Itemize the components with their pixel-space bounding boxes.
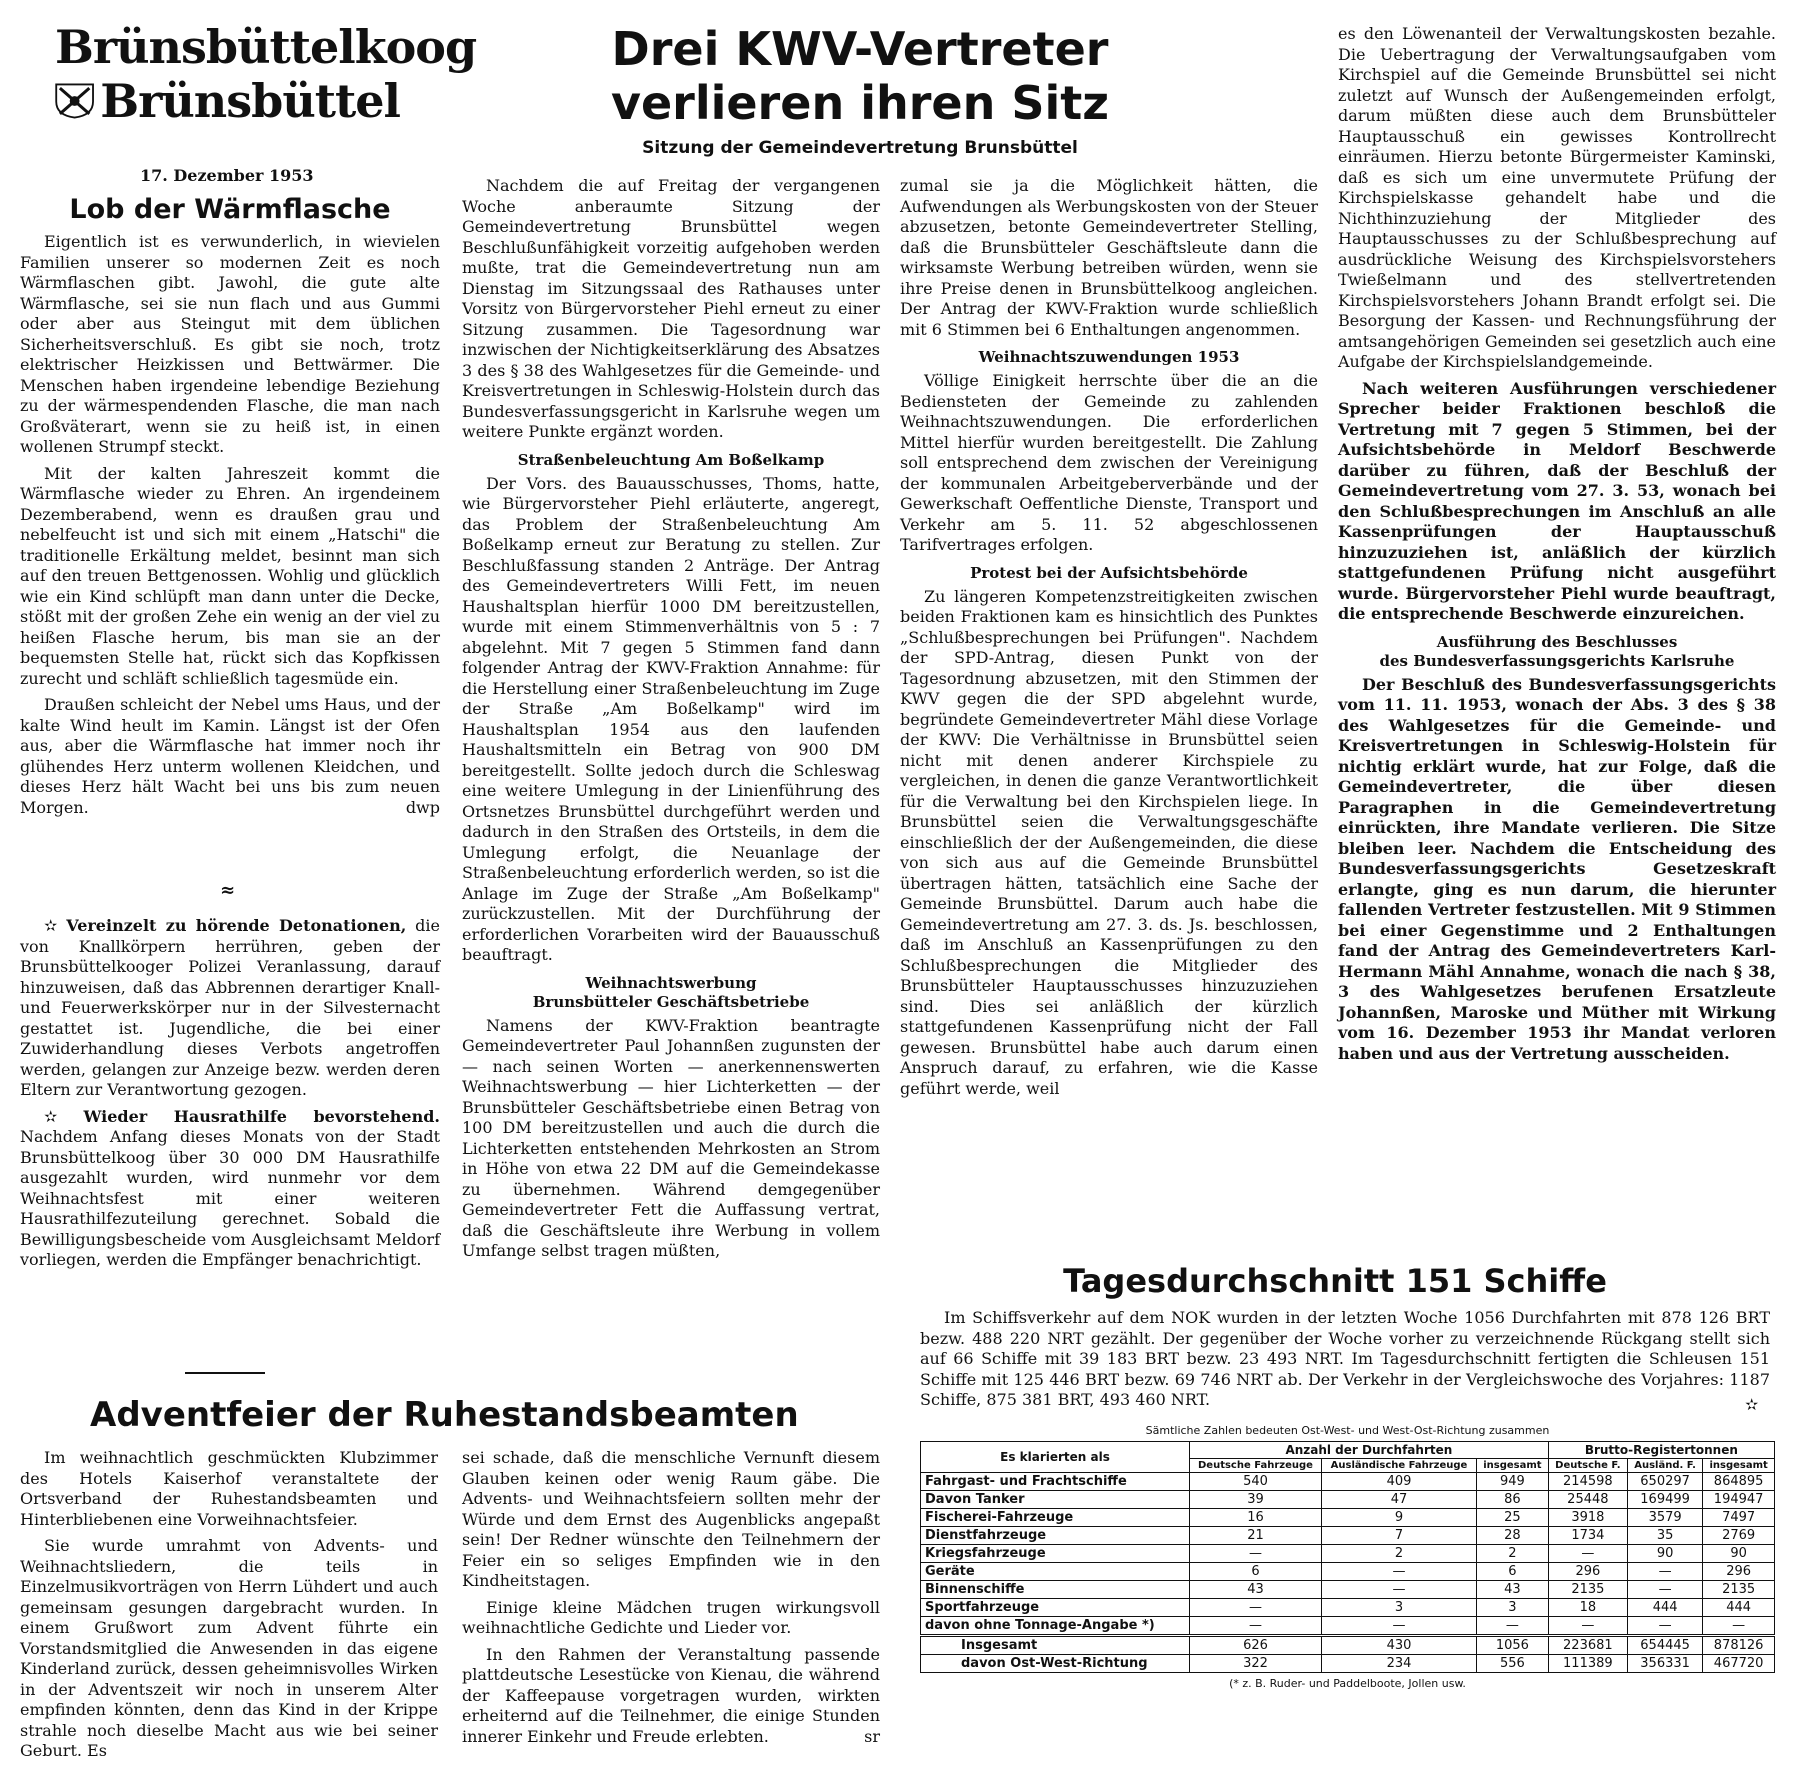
article-paragraph: Nach weiteren Ausführungen verschiedener Sprecher beider Fraktionen beschloß die Vertretung mit 7 gegen 5 Stimmen, bei der Aufsichtsbehörde in Meldorf Beschwerde darüber zu führen, daß der Beschluß der Gemeindevertretung vom 27. 3. 53, wonach bei den Schlußbesprechungen im Anschluß an alle Kassenprüfungen der Hauptausschuß hinzuzuziehen ist, anläßlich der kürzlich stattgefundenen Prüfung nicht ausgeführt wurde. Bürgervorsteher Piehl wurde beauftragt, die entsprechende Beschwerde einzureichen. (1338, 378, 1776, 623)
article-paragraph: Eigentlich ist es verwunderlich, in wievielen Familien unserer so modernen Zeit es noch Wärmflaschen gibt. Jawohl, die gute alte Wärmflasche, sei sie nun flach und aus Gummi oder aber aus Steingut mit dem üblichen Sicherheitsverschluß. Es gibt sie noch, trotz elektrischer Heizkissen und Bettwärmer. Die Menschen haben irgendeine lebendige Beziehung zu der wärmespendenden Flasche, die man nach Großväterart, wenn sie zu heiß ist, in einen wollenen Strumpf steckt. (20, 232, 440, 456)
table-cell: 949 (1477, 1473, 1549, 1491)
notices-section (20, 916, 440, 1277)
table-cell: — (1627, 1563, 1702, 1581)
table-cell: 223681 (1548, 1636, 1627, 1655)
schiffe-title: Tagesdurchschnitt 151 Schiffe (1063, 1262, 1607, 1300)
article-paragraph: zumal sie ja die Möglichkeit hätten, die Aufwendungen als Werbungskosten von der Steuer abzusetzen, betonte Gemeindevertreter Stelling, daß die Brunsbütteler Geschäftsleute dann die wirksamste Werbung betreiben würden, wenn sie ihre Preise denen in Brunsbüttelkoog angleichen. Der Antrag der KWV-Fraktion wurde schließlich mit 6 Stimmen bei 6 Enthaltungen angenommen. (900, 176, 1318, 339)
table-cell: — (1477, 1617, 1549, 1636)
table-cell: 3 (1477, 1599, 1549, 1617)
table-subheader: Deutsche Fahrzeuge (1190, 1459, 1322, 1473)
table-cell: 626 (1190, 1636, 1322, 1655)
advent-column-1 (20, 1448, 438, 1768)
table-cell: — (1321, 1581, 1476, 1599)
table-cell: 878126 (1703, 1636, 1775, 1655)
row-label: Kriegsfahrzeuge (921, 1545, 1190, 1563)
article-paragraph: Zu längeren Kompetenzstreitigkeiten zwischen beiden Fraktionen kam es hinsichtlich des Punktes „Schlußbesprechungen bei Prüfungen". Nachdem der SPD-Antrag, diesen Punkt von der Tagesordnung abzusetzen, mit den Stimmen der KWV gegen die der SPD abgelehnt wurde, begründete Gemeindevertreter Mähl diese Vorlage der KWV: Die Verhältnisse in Brunsbüttel seien nicht mit denen anderer Kirchspiele zu vergleichen, in denen die ganze Verantwortlichkeit für die Verwaltung bei den Kirchspielen liege. In Brunsbüttel seien die Verwaltungsgeschäfte einschließlich der der Außengemeinden, die diese von sich aus auf die Gemeinde Brunsbüttel übertragen hätten, tatsächlich eine Sache der Gemeinde Brunsbüttel. Darum auch habe die Gemeindevertretung am 27. 3. ds. Js. beschlossen, daß im Anschluß an Kassenprüfungen zu den Schlußbesprechungen die Mitglieder des Brunsbütteler Hauptausschusses hinzuzuziehen sind. Dies sei anläßlich der kürzlich stattgefundenen Kassenprüfung nicht der Fall gewesen. Brunsbüttel habe auch darum einen Anspruch darauf, zu erfahren, wie die Kasse geführt werde, weil (900, 586, 1318, 1098)
table-cell: 467720 (1703, 1655, 1775, 1673)
article-paragraph: Im Schiffsverkehr auf dem NOK wurden in der letzten Woche 1056 Durchfahrten mit 878 126 BRT bezw. 488 220 NRT gezählt. Der gegenüber der Woche vorher zu verzeichnende Rückgang stellt sich auf 66 Schiffe mit 39 183 BRT bezw. 23 493 NRT. Im Tagesdurchschnitt fertigten die Schleusen 151 Schiffe mit 125 446 BRT bezw. 69 746 NRT ab. Der Verkehr in der Vergleichswoche des Vorjahres: 1187 Schiffe, 875 381 BRT, 493 460 NRT. (920, 1308, 1770, 1409)
table-cell: 2 (1321, 1545, 1476, 1563)
shipping-statistics-table (920, 1441, 1775, 1673)
table-cell: 3579 (1627, 1509, 1702, 1527)
table-row (921, 1527, 1775, 1545)
table-footnote: (* z. B. Ruder- und Paddelboote, Jollen usw. (1229, 1677, 1466, 1690)
table-note: Sämtliche Zahlen bedeuten Ost-West- und West-Ost-Richtung zusammen (1145, 1424, 1550, 1437)
article-paragraph: Der Beschluß des Bundesverfassungsgerichts vom 11. 11. 1953, wonach der Abs. 3 des § 38 des Wahlgesetzes für die Gemeinde- und Kreisvertretungen in Schleswig-Holstein für nichtig erklärt wurde, hat zur Folge, daß die Gemeindevertreter, die über diesen Paragraphen in die Gemeindevertretung einrückten, ihre Mandate verlieren. Die Sitze bleiben leer. Nachdem die Entscheidung des Bundesverfassungsgerichts Gesetzeskraft erlangte, ging es nun darum, die hierunter fallenden Vertreter festzustellen. Mit 9 Stimmen bei einer Gegenstimme und 2 Enthaltungen fand der Antrag des Gemeindevertreters Karl-Hermann Mähl Annahme, wonach die nach § 38, 3 des Wahlgesetzes berufenen Ersatzleute Johannßen, Maroske und Müther mit Wirkung vom 16. Dezember 1953 ihr Mandat verloren haben und aus der Vertretung ausscheiden. (1338, 674, 1776, 1063)
table-row (921, 1545, 1775, 1563)
schiffe-article (920, 1308, 1770, 1417)
kwv-column-3 (1338, 24, 1776, 1070)
article-paragraph: Mit der kalten Jahreszeit kommt die Wärmflasche wieder zu Ehren. An irgendeinem Dezemberabend, wenn es draußen grau und nebelfeucht ist und sich mit einem „Hatschi" die traditionelle Erkältung meldet, besinnt man sich auf den treuen Bettgenossen. Wohlig und glücklich wie ein Kind schlüpft man dann unter die Decke, stößt mit der großen Zehe ein wenig an der viel zu heißen Flasche herum, bis man sie an der bequemsten Stelle hat, rückt sich das Kopfkissen zurecht und schläft schließlich tagesmüde ein. (20, 463, 440, 688)
table-cell: 43 (1190, 1581, 1322, 1599)
table-cell: 556 (1477, 1655, 1549, 1673)
section-subheading: Protest bei der Aufsichtsbehörde (970, 563, 1248, 582)
table-body (921, 1473, 1775, 1673)
table-cell: — (1627, 1617, 1702, 1636)
table-cell: 2769 (1703, 1527, 1775, 1545)
table-cell: 864895 (1703, 1473, 1775, 1491)
row-label: Binnenschiffe (921, 1581, 1190, 1599)
table-row (921, 1491, 1775, 1509)
table-cell: 43 (1477, 1581, 1549, 1599)
article-paragraph: Sie wurde umrahmt von Advents- und Weihnachtsliedern, die teils in Einzelmusikvorträgen von Herrn Lühdert und auch gemeinsam gesungen dargebracht wurden. In einem Grußwort zum Advent führte ein Vorstandsmitglied die Anwesenden in das eigene Kinderland zurück, dessen geheimnisvolles Wirken in der Adventszeit wir noch in unserem Alter empfinden könnten, denn das Kind in der Krippe strahle noch dieselbe Macht aus wie bei seiner Geburt. Es (20, 1536, 438, 1760)
table-cell: 214598 (1548, 1473, 1627, 1491)
article-paragraph: es den Löwenanteil der Verwaltungskosten bezahle. Die Uebertragung der Verwaltungsaufgaben vom Kirchspiel auf die Gemeinde Brunsbüttel sei nicht zuletzt auf Wunsch der Außengemeinden erfolgt, darum müßten diese auch dem Brunsbütteler Hauptausschuß ein gewisses Kontrollrecht einräumen. Hierzu betonte Bürgermeister Kaminski, daß es sich um eine unvermutete Prüfung der Kirchspielskasse gehandelt habe und die Nichthinzuziehung der Mitglieder des Hauptausschusses zu der Schlußbesprechung auf ausdrückliche Weisung des Kirchspielsvorstehers Twießelmann und des stellvertretenden Kirchspielsvorstehers Johann Brandt erfolgt sei. Die Besorgung der Kassen- und Rechnungsführung der amtsangehörigen Gemeinden sei gesetzlich auch eine Aufgabe der Kirchspielslandgemeinde. (1338, 24, 1776, 371)
table-cell: 111389 (1548, 1655, 1627, 1673)
row-label: Fahrgast- und Frachtschiffe (921, 1473, 1190, 1491)
table-cell: — (1548, 1545, 1627, 1563)
table-cell: — (1190, 1617, 1322, 1636)
author-signature: dwp (405, 797, 440, 817)
notice-heading: Vereinzelt zu hörende Detonationen, (66, 916, 407, 935)
table-total-row (921, 1655, 1775, 1673)
table-subheader: insgesamt (1703, 1459, 1775, 1473)
article-paragraph: In den Rahmen der Veranstaltung passende plattdeutsche Lesestücke von Kienau, die während der Kaffeepause vorgetragen wurden, wirkten erheiternd auf die Teilnehmer, die einige Stunden innerer Einkehr und Freude erlebten. sr (462, 1644, 880, 1746)
table-cell: 356331 (1627, 1655, 1702, 1673)
table-cell: 194947 (1703, 1491, 1775, 1509)
notice-item: ✫ Wieder Hausrathilfe bevorstehend. Nachdem Anfang dieses Monats von der Stadt Brunsbüttelkoog über 30 000 DM Hausrathilfe ausgezahlt wurden, wird nunmehr vor dem Weihnachtsfest mit einer weiteren Hausrathilfezuteilung gerechnet. Sobald die Bewilligungsbescheide vom Ausgleichsamt Meldorf vorliegen, werden die Empfänger benachrichtigt. (20, 1106, 440, 1269)
table-cell: — (1321, 1563, 1476, 1581)
row-label: Davon Tanker (921, 1491, 1190, 1509)
waermflasche-title: Lob der Wärmflasche (69, 194, 391, 225)
table-cell: 25 (1477, 1509, 1549, 1527)
row-label: Dienstfahrzeuge (921, 1527, 1190, 1545)
table-cell: 39 (1190, 1491, 1322, 1509)
table-row (921, 1509, 1775, 1527)
table-cell: — (1321, 1617, 1476, 1636)
table-cell: 25448 (1548, 1491, 1627, 1509)
masthead-line1: Brünsbüttelkoog (55, 20, 477, 74)
table-cell: 650297 (1627, 1473, 1702, 1491)
row-label: davon ohne Tonnage-Angabe *) (921, 1617, 1190, 1636)
divider (185, 1372, 265, 1374)
table-cell: 7497 (1703, 1509, 1775, 1527)
section-subheading: Weihnachtszuwendungen 1953 (978, 348, 1240, 366)
table-total-row (921, 1636, 1775, 1655)
table-cell: 35 (1627, 1527, 1702, 1545)
table-header: Brutto-Registertonnen (1548, 1442, 1774, 1459)
article-paragraph: Völlige Einigkeit herrschte über die an die Bediensteten der Gemeinde zu zahlenden Weihnachtszuwendungen. Die erforderlichen Mittel hierfür wurden bereitgestellt. Die Zahlung soll entsprechend dem zwischen der Vereinigung der kommunalen Arbeitgeberverbände und der Gewerkschaft Oeffentliche Dienste, Transport und Verkehr am 5. 11. 52 abgeschlossenen Tarifvertrages erfolgen. (900, 371, 1318, 554)
table-row (921, 1581, 1775, 1599)
row-label: Insgesamt (921, 1636, 1190, 1655)
table-cell: 90 (1703, 1545, 1775, 1563)
table-cell: 540 (1190, 1473, 1322, 1491)
advent-column-2 (462, 1448, 880, 1753)
table-cell: 21 (1190, 1527, 1322, 1545)
article-paragraph: Der Vors. des Bauausschusses, Thoms, hatte, wie Bürgervorsteher Piehl erläuterte, angeregt, das Problem der Straßenbeleuchtung Am Boßelkamp erneut zur Beratung zu stellen. Zur Beschlußfassung standen 2 Anträge. Der Antrag des Gemeindevertreters Willi Fett, im neuen Haushaltsplan hierfür 1000 DM bereitzustellen, wurde mit einem Stimmenverhältnis von 5 : 7 abgelehnt. Mit 7 gegen 5 Stimmen fand dann folgender Antrag der KWV-Fraktion Annahme: für die Herstellung einer Straßenbeleuchtung im Zuge der Straße „Am Boßelkamp" wird im Haushaltsplan 1954 aus den laufenden Haushaltsmitteln ein Betrag von 900 DM bereitgestellt. Sollte jedoch durch die Schleswag eine weitere Umlegung in der Linienführung des Ortsnetzes Brunsbüttel durchgeführt werden und dadurch in den Straßen des Ortsteils, in dem die Umlegung erfolgt, die Neuanlage der Straßenbeleuchtung erforderlich werden, so ist die Anlage im Zuge der Straße „Am Boßelkamp" zurückzustellen. Mit der Durchführung der erforderlichen Vorarbeiten wird der Bauausschuß beauftragt. (462, 473, 880, 964)
article-paragraph: Namens der KWV-Fraktion beantragte Gemeindevertreter Paul Johannßen zugunsten der — nach seinen Worten — anerkennenswerten Weihnachtswerbung — hier Lichterketten — der Brunsbütteler Geschäftsbetriebe einen Betrag von 100 DM bereitzustellen und auch die durch die Lichterketten entstehenden Mehrkosten an Strom in Höhe von etwa 22 DM auf die Gemeindekasse zu übernehmen. Während demgegenüber Gemeindevertreter Fett die Auffassung vertrat, daß die Geschäftsleute ihre Werbung in vollem Umfange selbst tragen müßten, (462, 1015, 880, 1260)
table-cell: 18 (1548, 1599, 1627, 1617)
table-cell: 2 (1477, 1545, 1549, 1563)
table-cell: — (1627, 1581, 1702, 1599)
table-subheader: Ausländ. F. (1627, 1459, 1702, 1473)
table-cell: — (1548, 1617, 1627, 1636)
table-cell: 444 (1703, 1599, 1775, 1617)
table-cell: 409 (1321, 1473, 1476, 1491)
kwv-headline-2: verlieren ihren Sitz (610, 76, 1110, 130)
kwv-column-1 (462, 176, 880, 1268)
waermflasche-article (20, 232, 440, 824)
table-header: Es klarierten als (921, 1442, 1190, 1473)
notice-heading: Wieder Hausrathilfe bevorstehend. (83, 1106, 440, 1126)
table-cell: 1056 (1477, 1636, 1549, 1655)
table-row (921, 1473, 1775, 1491)
advent-title: Adventfeier der Ruhestandsbeamten (90, 1395, 799, 1435)
table-cell: 444 (1627, 1599, 1702, 1617)
table-cell: 296 (1703, 1563, 1775, 1581)
row-label: davon Ost-West-Richtung (921, 1655, 1190, 1673)
article-paragraph: Nachdem die auf Freitag der vergangenen Woche anberaumte Sitzung der Gemeindevertretung Brunsbüttel wegen Beschlußunfähigkeit vorzeitig aufgehoben werden mußte, trat die Gemeindevertretung nun am Dienstag im Sitzungssaal des Rathauses unter Vorsitz von Bürgervorsteher Piehl erneut zu einer Sitzung zusammen. Die Tagesordnung war inzwischen der Nichtigkeitserklärung des Absatzes 3 des § 38 des Wahlgesetzes für die Gemeinde- und Kreisvertretungen in Schleswig-Holstein durch das Bundesverfassungsgericht in Karlsruhe wegen um weitere Punkte ergänzt worden. (462, 176, 880, 441)
article-paragraph: sei schade, daß die menschliche Vernunft diesem Glauben keinen oder wenig Raum gäbe. Die Advents- und Weihnachtsfeiern sollten mehr der Würde und dem Ernst des Augenblicks angepaßt sein! Der Redner wünschte den Teilnehmern der Feier ein so seliges Empfinden wie in den Kindheitstagen. (462, 1448, 880, 1590)
kwv-column-2 (900, 176, 1318, 1105)
article-paragraph: Einige kleine Mädchen trugen wirkungsvoll weihnachtliche Gedichte und Lieder vor. (462, 1597, 880, 1637)
ornament-separator: ≈ (220, 880, 236, 901)
table-cell: 47 (1321, 1491, 1476, 1509)
section-subheading: Ausführung des Beschlusses des Bundesverfassungsgerichts Karlsruhe (1379, 632, 1735, 670)
issue-date: 17. Dezember 1953 (140, 166, 314, 185)
table-header: Anzahl der Durchfahrten (1190, 1442, 1549, 1459)
table-cell: 2135 (1703, 1581, 1775, 1599)
coat-of-arms-icon (55, 72, 94, 130)
table-cell: 6 (1190, 1563, 1322, 1581)
table-cell: 654445 (1627, 1636, 1702, 1655)
table-cell: 16 (1190, 1509, 1322, 1527)
star-icon: ✫ (1745, 1395, 1759, 1414)
masthead (55, 20, 477, 130)
table-subheader: Deutsche F. (1548, 1459, 1627, 1473)
article-paragraph: Im weihnachtlich geschmückten Klubzimmer des Hotels Kaiserhof veranstaltete der Ortsverband der Ruhestandsbeamten und Hinterbliebenen eine Vorweihnachtsfeier. (20, 1448, 438, 1529)
table-subheader: insgesamt (1477, 1459, 1549, 1473)
kwv-subheadline: Sitzung der Gemeindevertretung Brunsbüttel (642, 138, 1078, 158)
section-subheading: Straßenbeleuchtung Am Boßelkamp (517, 450, 825, 469)
table-cell: 6 (1477, 1563, 1549, 1581)
table-cell: 28 (1477, 1527, 1549, 1545)
section-subheading: Weihnachtswerbung Brunsbütteler Geschäftsbetriebe (532, 973, 810, 1011)
table-cell: 296 (1548, 1563, 1627, 1581)
table-row (921, 1563, 1775, 1581)
statistics-table-block (920, 1424, 1775, 1690)
table-cell: 169499 (1627, 1491, 1702, 1509)
table-cell: 1734 (1548, 1527, 1627, 1545)
table-cell: — (1703, 1617, 1775, 1636)
table-cell: 90 (1627, 1545, 1702, 1563)
table-cell: — (1190, 1545, 1322, 1563)
kwv-headline-1: Drei KWV-Vertreter (611, 22, 1109, 76)
table-cell: 234 (1321, 1655, 1476, 1673)
row-label: Fischerei-Fahrzeuge (921, 1509, 1190, 1527)
table-cell: — (1190, 1599, 1322, 1617)
table-subheader: Ausländische Fahrzeuge (1321, 1459, 1476, 1473)
table-cell: 7 (1321, 1527, 1476, 1545)
table-row (921, 1617, 1775, 1636)
table-cell: 430 (1321, 1636, 1476, 1655)
row-label: Sportfahrzeuge (921, 1599, 1190, 1617)
author-signature: sr (864, 1726, 880, 1746)
notice-item: ✫ Vereinzelt zu hörende Detonationen, die von Knallkörpern herrühren, geben der Brunsbüttelkooger Polizei Veranlassung, darauf hinzuweisen, daß das Abbrennen derartiger Knall- und Feuerwerkskörper nur in der Silvesternacht gestattet ist. Jugendliche, die bei einer Zuwiderhandlung dieses Verbots angetroffen werden, gelangen zur Anzeige bezw. werden deren Eltern zur Verantwortung gezogen. (20, 916, 440, 1099)
table-row (921, 1599, 1775, 1617)
table-cell: 86 (1477, 1491, 1549, 1509)
table-cell: 3 (1321, 1599, 1476, 1617)
table-cell: 322 (1190, 1655, 1322, 1673)
table-cell: 3918 (1548, 1509, 1627, 1527)
masthead-line2: Brünsbüttel (100, 74, 400, 128)
row-label: Geräte (921, 1563, 1190, 1581)
table-cell: 2135 (1548, 1581, 1627, 1599)
article-paragraph: Draußen schleicht der Nebel ums Haus, und der kalte Wind heult im Kamin. Längst ist der Ofen aus, aber die Wärmflasche hat immer noch ihr glühendes Herz unterm wollenen Kleidchen, und dieses Herz hält Wacht bei uns bis zum neuen Morgen. dwp (20, 695, 440, 817)
table-cell: 9 (1321, 1509, 1476, 1527)
